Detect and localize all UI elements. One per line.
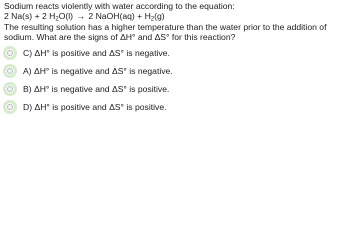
plus-sign: +: [137, 11, 143, 22]
question-intro: Sodium reacts violently with water according to the equation:: [4, 1, 235, 11]
hydrogen-subscript: 2: [150, 16, 155, 23]
product-hydrogen: [145, 11, 165, 21]
answer-option-c[interactable]: [3, 44, 343, 62]
answer-option-a[interactable]: [3, 62, 343, 80]
answer-option-label: A) ΔH° is negative and ΔS° is negative.: [23, 66, 173, 76]
radio-button[interactable]: [3, 64, 17, 78]
answer-option-d[interactable]: [3, 98, 343, 116]
water-prefix: 2 H: [42, 11, 56, 22]
reactant-sodium: 2 Na(s): [4, 11, 33, 22]
hydrogen-suffix: (g): [154, 11, 165, 22]
reactant-water: [42, 11, 73, 21]
chemical-equation: [4, 11, 348, 21]
reaction-arrow: →: [76, 11, 86, 22]
answer-option-label: C) ΔH° is positive and ΔS° is negative.: [23, 48, 170, 58]
hydrogen-prefix: H: [144, 11, 151, 22]
radio-button[interactable]: [3, 82, 17, 96]
water-subscript: 2: [55, 16, 59, 23]
plus-sign: +: [34, 11, 40, 22]
water-suffix: O(l): [58, 11, 74, 22]
answer-options: [3, 44, 343, 116]
radio-button[interactable]: [3, 46, 17, 60]
answer-option-label: D) ΔH° is positive and ΔS° is positive.: [23, 102, 167, 112]
answer-option-b[interactable]: [3, 80, 343, 98]
answer-option-label: B) ΔH° is negative and ΔS° is positive.: [23, 84, 170, 94]
question-text: [4, 1, 348, 43]
question-prompt: The resulting solution has a higher temperature than the water prior to the addition of sodium. What are the signs of ΔH° and ΔS° for this reaction?: [4, 21, 327, 43]
product-sodium-hydroxide: 2 NaOH(aq): [88, 11, 135, 22]
radio-button[interactable]: [3, 100, 17, 114]
